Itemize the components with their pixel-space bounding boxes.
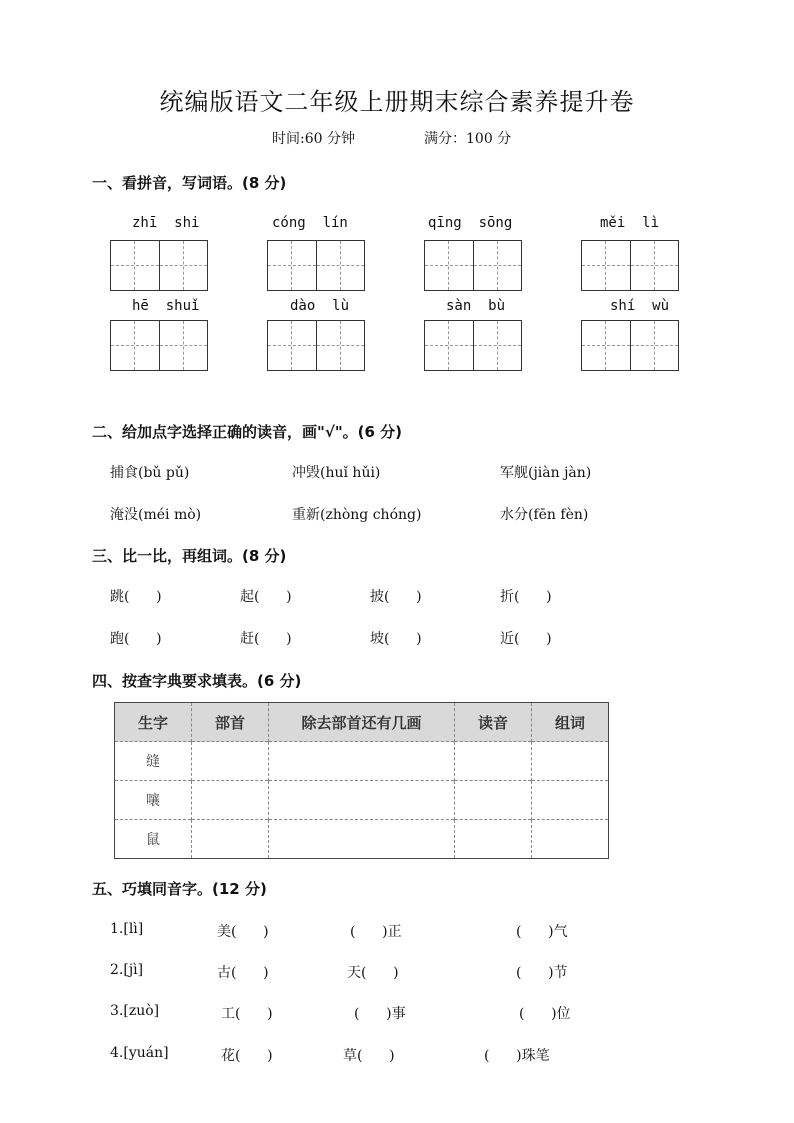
- homophone-blank[interactable]: ( )位: [519, 1006, 571, 1022]
- writing-grid[interactable]: [424, 240, 522, 291]
- compare-item[interactable]: 起( ): [240, 589, 292, 605]
- grid-cell[interactable]: [582, 321, 630, 370]
- grid-cell[interactable]: [425, 241, 473, 290]
- answer-cell[interactable]: [269, 742, 455, 781]
- reading-option[interactable]: 淹没(méi mò): [110, 507, 202, 523]
- writing-grid[interactable]: [110, 320, 208, 371]
- answer-cell[interactable]: [532, 742, 609, 781]
- grid-cell[interactable]: [473, 321, 521, 370]
- grid-cell[interactable]: [159, 241, 207, 290]
- reading-option[interactable]: 重新(zhòng chóng): [292, 507, 422, 523]
- section-4-heading: 四、按查字典要求填表。(6 分): [92, 672, 302, 690]
- answer-cell[interactable]: [532, 820, 609, 859]
- pinyin-label: shí wù: [610, 298, 670, 314]
- pinyin-label: qīng sōng: [428, 215, 513, 231]
- homophone-blank[interactable]: 工( ): [221, 1006, 273, 1022]
- grid-cell[interactable]: [425, 321, 473, 370]
- grid-cell[interactable]: [316, 321, 364, 370]
- answer-cell[interactable]: [455, 820, 532, 859]
- answer-cell[interactable]: [455, 781, 532, 820]
- grid-cell[interactable]: [159, 321, 207, 370]
- compare-item[interactable]: 坡( ): [370, 631, 422, 647]
- pinyin-label: hē shuǐ: [132, 298, 200, 314]
- writing-grid[interactable]: [110, 240, 208, 291]
- homophone-label: 3.[zuò]: [110, 1003, 160, 1019]
- full-score: 满分：100 分: [424, 131, 512, 147]
- grid-cell[interactable]: [473, 241, 521, 290]
- homophone-blank[interactable]: ( )正: [350, 924, 402, 940]
- compare-item[interactable]: 跳( ): [110, 589, 162, 605]
- character-cell: 嚷: [115, 781, 192, 820]
- homophone-label: 1.[lì]: [110, 921, 144, 937]
- compare-item[interactable]: 披( ): [370, 589, 422, 605]
- table-row: [115, 742, 608, 781]
- homophone-blank[interactable]: ( )气: [516, 924, 568, 940]
- compare-item[interactable]: 赶( ): [240, 631, 292, 647]
- table-row: [115, 820, 608, 859]
- grid-cell[interactable]: [111, 321, 159, 370]
- homophone-blank[interactable]: 美( ): [217, 924, 269, 940]
- compare-item[interactable]: 折( ): [500, 589, 552, 605]
- character-cell: 缝: [115, 742, 192, 781]
- homophone-blank[interactable]: 天( ): [347, 965, 399, 981]
- answer-cell[interactable]: [192, 742, 269, 781]
- reading-option[interactable]: 军舰(jiàn jàn): [500, 465, 592, 481]
- reading-option[interactable]: 冲毁(huǐ hǔi): [292, 465, 381, 481]
- grid-cell[interactable]: [582, 241, 630, 290]
- dictionary-table: [114, 702, 609, 859]
- homophone-blank[interactable]: 草( ): [343, 1048, 395, 1064]
- pinyin-label: měi lì: [600, 215, 660, 231]
- grid-cell[interactable]: [316, 241, 364, 290]
- answer-cell[interactable]: [455, 742, 532, 781]
- writing-grid[interactable]: [267, 240, 365, 291]
- section-3-heading: 三、比一比，再组词。(8 分): [92, 547, 287, 565]
- writing-grid[interactable]: [581, 240, 679, 291]
- col-header: 除去部首还有几画: [269, 703, 455, 742]
- col-header: 读音: [455, 703, 532, 742]
- compare-item[interactable]: 跑( ): [110, 631, 162, 647]
- grid-cell[interactable]: [630, 321, 678, 370]
- character-cell: 鼠: [115, 820, 192, 859]
- grid-cell[interactable]: [111, 241, 159, 290]
- homophone-blank[interactable]: 古( ): [217, 965, 269, 981]
- pinyin-label: zhī shi: [132, 215, 200, 231]
- writing-grid[interactable]: [267, 320, 365, 371]
- pinyin-label: sàn bù: [446, 298, 506, 314]
- reading-option[interactable]: 捕食(bǔ pǔ): [110, 465, 190, 481]
- grid-cell[interactable]: [630, 241, 678, 290]
- homophone-blank[interactable]: ( )珠笔: [484, 1048, 550, 1064]
- writing-grid[interactable]: [581, 320, 679, 371]
- homophone-label: 4.[yuán]: [110, 1045, 169, 1061]
- homophone-blank[interactable]: ( )节: [516, 965, 568, 981]
- reading-option[interactable]: 水分(fēn fèn): [500, 507, 589, 523]
- time-limit: 时间:60 分钟: [272, 131, 355, 147]
- table-row: [115, 781, 608, 820]
- pinyin-label: cóng lín: [272, 215, 348, 231]
- homophone-label: 2.[jì]: [110, 962, 144, 978]
- col-header: 部首: [192, 703, 269, 742]
- compare-item[interactable]: 近( ): [500, 631, 552, 647]
- writing-grid[interactable]: [424, 320, 522, 371]
- col-header: 生字: [115, 703, 192, 742]
- answer-cell[interactable]: [192, 781, 269, 820]
- homophone-blank[interactable]: 花( ): [221, 1048, 273, 1064]
- grid-cell[interactable]: [268, 321, 316, 370]
- answer-cell[interactable]: [269, 781, 455, 820]
- answer-cell[interactable]: [192, 820, 269, 859]
- homophone-blank[interactable]: ( )事: [354, 1006, 406, 1022]
- section-2-heading: 二、给加点字选择正确的读音，画"√"。(6 分): [92, 423, 403, 441]
- col-header: 组词: [532, 703, 609, 742]
- answer-cell[interactable]: [269, 820, 455, 859]
- page-title: 统编版语文二年级上册期末综合素养提升卷: [159, 88, 635, 116]
- answer-cell[interactable]: [532, 781, 609, 820]
- section-5-heading: 五、巧填同音字。(12 分): [92, 880, 267, 898]
- section-1-heading: 一、看拼音，写词语。(8 分): [92, 174, 287, 192]
- pinyin-label: dào lù: [290, 298, 350, 314]
- grid-cell[interactable]: [268, 241, 316, 290]
